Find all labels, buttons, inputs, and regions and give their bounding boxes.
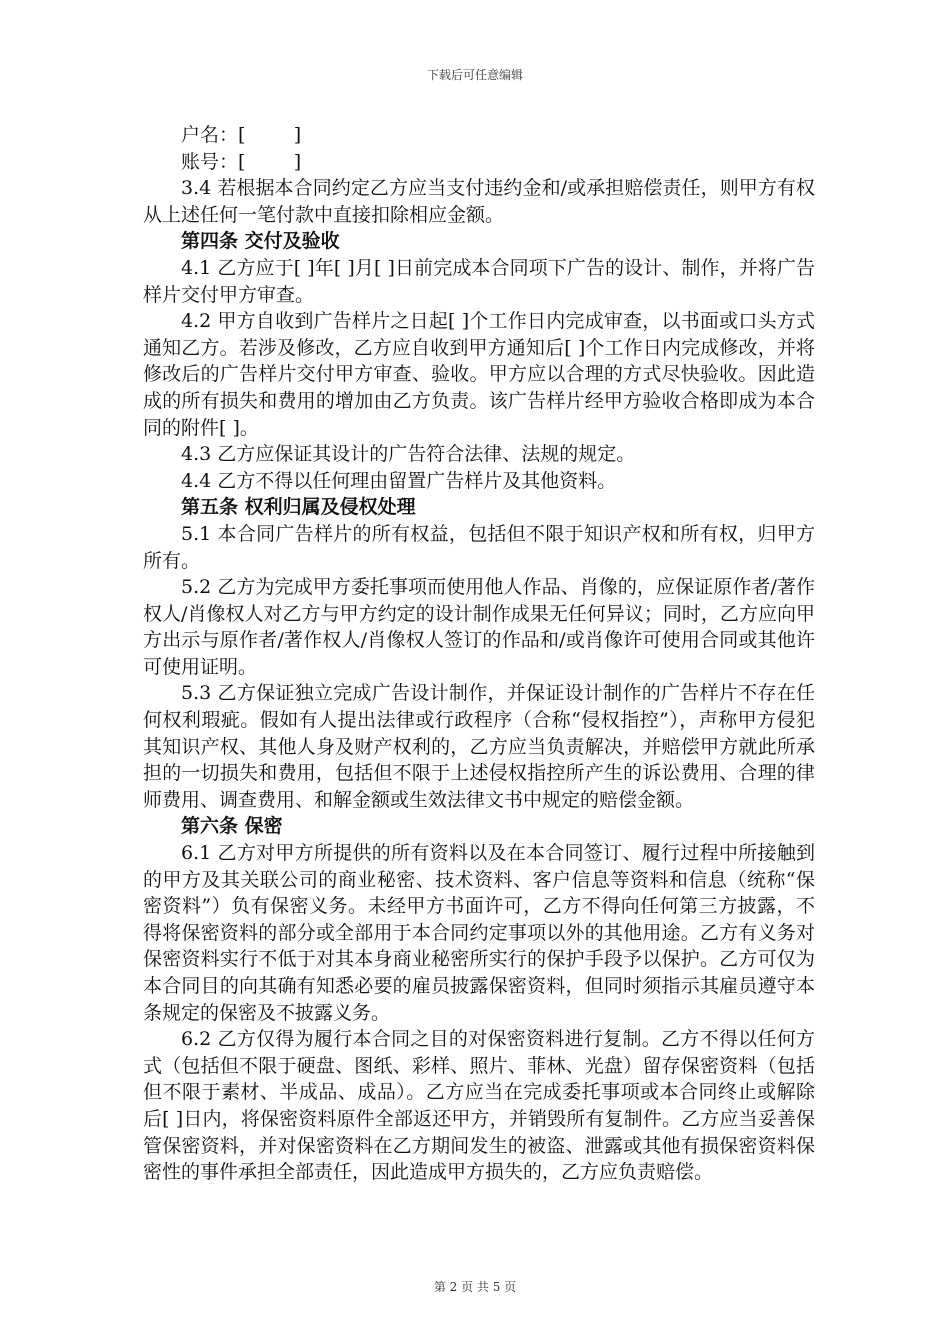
field-label: 账号： <box>181 150 239 173</box>
clause-6-2: 6.2 乙方仅得为履行本合同之目的对保密资料进行复制。乙方不得以任何方式（包括但不限于硬盘、图纸、彩样、照片、菲林、光盘）留存保密资料（包括但不限于素材、半成品、成品）。乙方应当在完成委托事项或本合同终止或解除后[ ]日内，将保密资料原件全部返还甲方，并销毁所有复制件。乙方应当妥善保管保密资料，并对保密资料在乙方期间发生的被盗、泄露或其他有损保密资料保密性的事件承担全部责任，因此造成甲方损失的，乙方应负责赔偿。 <box>143 1028 815 1184</box>
page-header: 下载后可任意编辑 <box>426 68 523 82</box>
clause-5-3: 5.3 乙方保证独立完成广告设计制作，并保证设计制作的广告样片不存在任何权利瑕疵。假如有人提出法律或行政程序（合称“侵权指控”），声称甲方侵犯其知识产权、其他人身及财产权利的，乙方应当负责解决，并赔偿甲方就此所承担的一切损失和费用，包括但不限于上述侵权指控所产生的诉讼费用、合理的律师费用、调查费用、和解金额或生效法律文书中规定的赔偿金额。 <box>143 682 815 811</box>
field-value: [ ] <box>238 124 302 146</box>
document-body <box>143 122 815 1186</box>
clause-6-1: 6.1 乙方对甲方所提供的所有资料以及在本合同签订、履行过程中所接触到的甲方及其关联公司的商业秘密、技术资料、客户信息等资料和信息（统称“保密资料”）负有保密义务。未经甲方书面许可，乙方不得向任何第三方披露，不得将保密资料的部分或全部用于本合同约定事项以外的其他用途。乙方有义务对保密资料实行不低于对其本身商业秘密所实行的保护手段予以保护。乙方可仅为本合同目的向其确有知悉必要的雇员披露保密资料，但同时须指示其雇员遵守本条规定的保密及不披露义务。 <box>143 842 815 1024</box>
page-footer: 第 2 页 共 5 页 <box>433 1280 517 1294</box>
clause-4-3: 4.3 乙方应保证其设计的广告符合法律、法规的规定。 <box>181 443 636 466</box>
clause-5-2: 5.2 乙方为完成甲方委托事项而使用他人作品、肖像的，应保证原作者/著作权人/肖像权人对乙方与甲方约定的设计制作成果无任何异议；同时，乙方应向甲方出示与原作者/著作权人/肖像权人签订的作品和/或肖像许可使用合同或其他许可使用证明。 <box>143 576 815 678</box>
clause-3-4: 3.4 若根据本合同约定乙方应当支付违约金和/或承担赔偿责任，则甲方有权从上述任何一笔付款中直接扣除相应金额。 <box>143 177 815 226</box>
field-value: [ ] <box>238 150 302 173</box>
clause-5-1: 5.1 本合同广告样片的所有权益，包括但不限于知识产权和所有权，归甲方所有。 <box>143 522 815 572</box>
account-name-field <box>143 122 815 149</box>
clause-4-2: 4.2 甲方自收到广告样片之日起[ ]个工作日内完成审查，以书面或口头方式通知乙方。若涉及修改，乙方应自收到甲方通知后[ ]个工作日内完成修改，并将修改后的广告样片交付甲方审查、验收。甲方应以合理的方式尽快验收。因此造成的所有损失和费用的增加由乙方负责。该广告样片经甲方验收合格即成为本合同的附件[ ]。 <box>143 310 815 439</box>
field-label: 户名： <box>181 124 239 146</box>
clause-4-4: 4.4 乙方不得以任何理由留置广告样片及其他资料。 <box>181 469 617 492</box>
article-5-heading: 第五条 权利归属及侵权处理 <box>181 496 416 519</box>
account-number-field <box>143 149 815 176</box>
clause-4-1: 4.1 乙方应于[ ]年[ ]月[ ]日前完成本合同项下广告的设计、制作，并将广告样片交付甲方审查。 <box>143 256 815 306</box>
article-4-heading: 第四条 交付及验收 <box>181 230 340 253</box>
article-6-heading: 第六条 保密 <box>181 815 283 838</box>
